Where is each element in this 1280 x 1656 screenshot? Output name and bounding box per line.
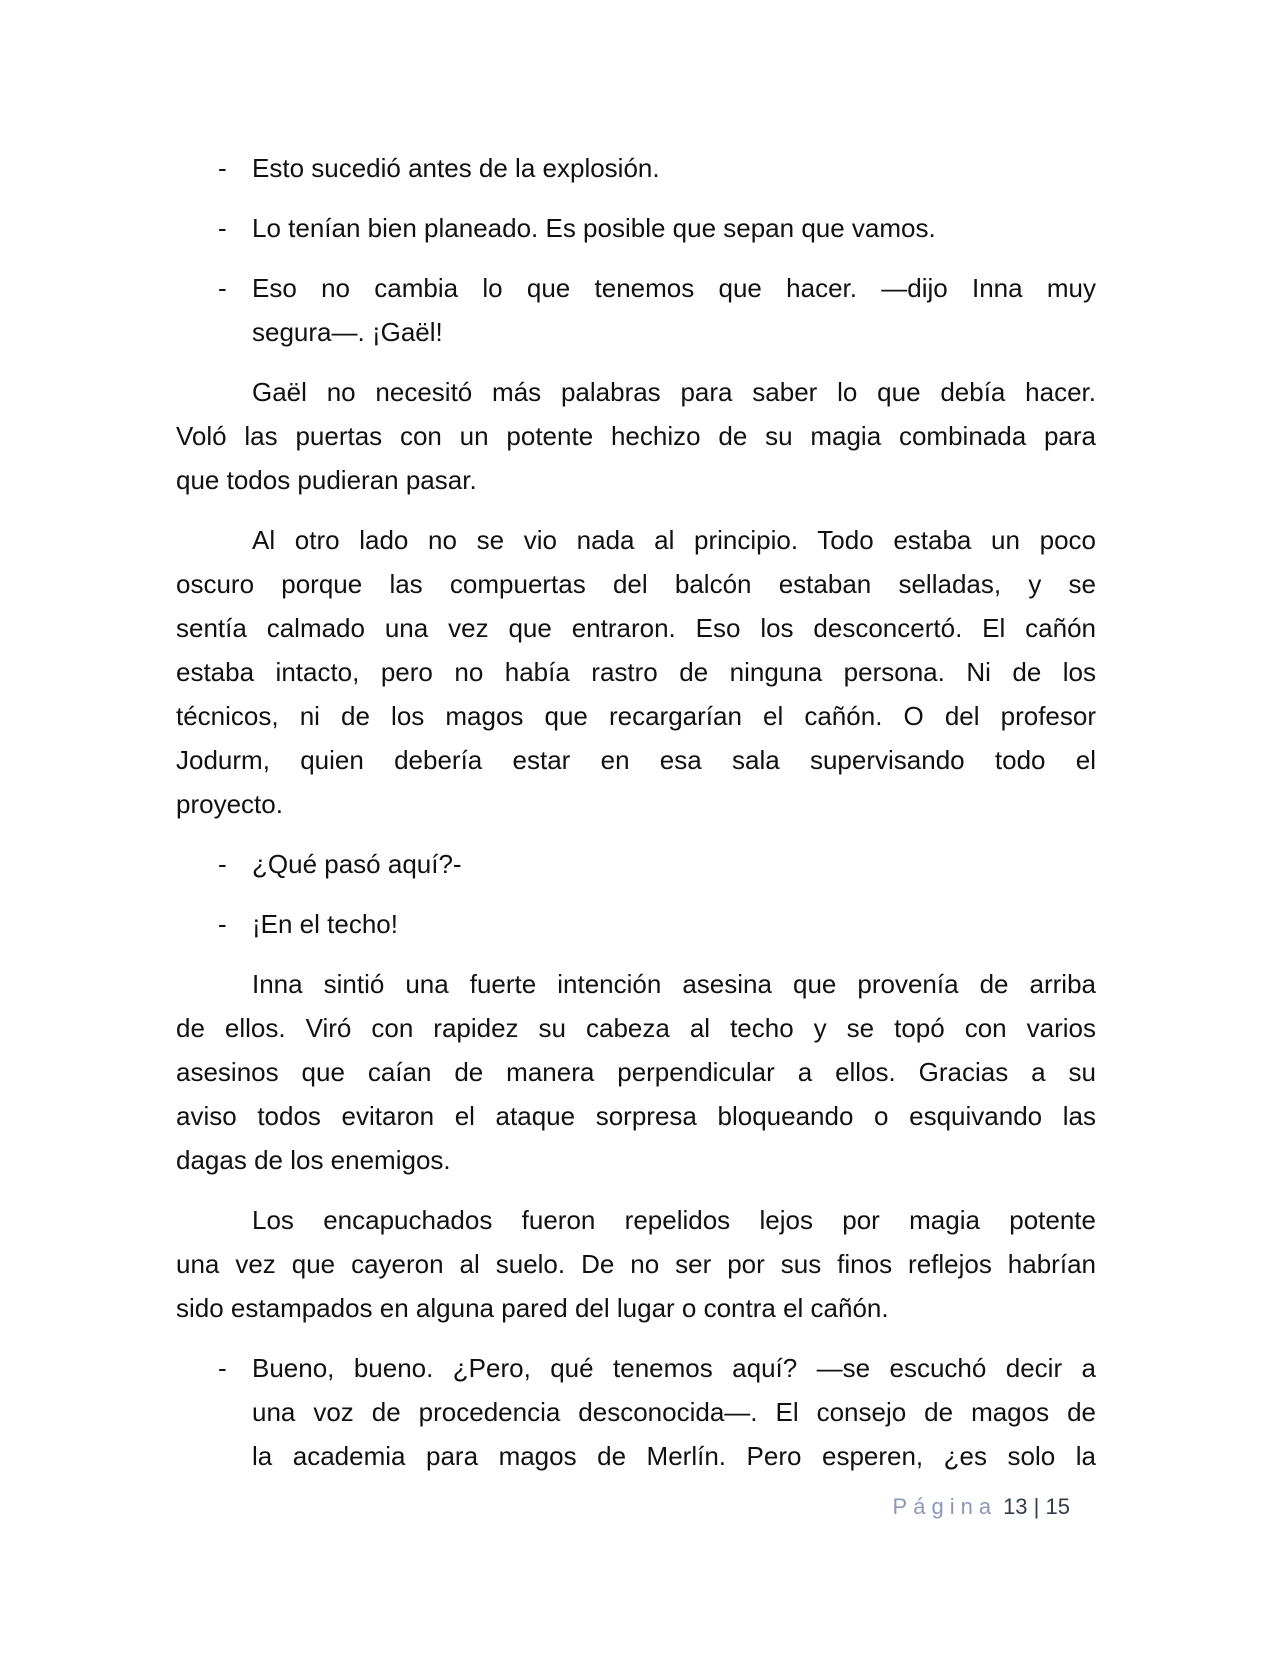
text-line: asesinos que caían de manera perpendicular a ellos. Gracias a su [176,1057,1096,1087]
text-line: sido estampados en alguna pared del lugar o contra el cañón. [176,1293,889,1323]
text-line: ¡En el techo! [252,909,398,939]
text-line: Voló las puertas con un potente hechizo de su magia combinada para [176,421,1096,451]
text-line: técnicos, ni de los magos que recargarían el cañón. O del profesor [176,701,1096,731]
text-line: Bueno, bueno. ¿Pero, qué tenemos aquí? —se escuchó decir a [252,1353,1096,1383]
text-line: Eso no cambia lo que tenemos que hacer. —dijo Inna muy [252,273,1096,303]
text-line: ¿Qué pasó aquí?- [252,849,462,879]
text-line: segura—. ¡Gaël! [252,317,443,347]
dialogue-dash: - [218,213,227,243]
dialogue-line [176,206,1096,250]
text-line: Gaël no necesitó más palabras para saber lo que debía hacer. [252,377,1096,407]
page-footer [860,1492,1070,1522]
dialogue-line [176,266,1096,354]
text-line: una vez que cayeron al suelo. De no ser por sus finos reflejos habrían [176,1249,1096,1279]
dialogue-line [176,902,1096,946]
text-line: Los encapuchados fueron repelidos lejos por magia potente [252,1205,1096,1235]
text-line: dagas de los enemigos. [176,1145,451,1175]
text-line: proyecto. [176,789,283,819]
current-page: 13 [1003,1494,1028,1519]
dialogue-dash: - [218,849,227,879]
text-line: Al otro lado no se vio nada al principio. Todo estaba un poco [252,525,1096,555]
total-pages: 15 [1045,1494,1070,1519]
text-line: la academia para magos de Merlín. Pero esperen, ¿es solo la [252,1441,1096,1471]
dialogue-dash: - [218,273,227,303]
text-line: Inna sintió una fuerte intención asesina que provenía de arriba [252,969,1096,999]
text-line: sentía calmado una vez que entraron. Eso los desconcertó. El cañón [176,613,1096,643]
paragraph [176,1198,1096,1330]
text-line: aviso todos evitaron el ataque sorpresa bloqueando o esquivando las [176,1101,1096,1131]
page-label: Página [892,1494,998,1519]
dialogue-line [176,1346,1096,1478]
page-separator: | [1033,1494,1040,1519]
dialogue-dash: - [218,1353,227,1383]
dialogue-dash: - [218,153,227,183]
text-line: Esto sucedió antes de la explosión. [252,153,660,183]
text-line: de ellos. Viró con rapidez su cabeza al techo y se topó con varios [176,1013,1096,1043]
document-body [176,146,1096,1494]
paragraph [176,370,1096,502]
text-line: oscuro porque las compuertas del balcón estaban selladas, y se [176,569,1096,599]
dialogue-dash: - [218,909,227,939]
dialogue-line [176,146,1096,190]
text-line: Lo tenían bien planeado. Es posible que sepan que vamos. [252,213,936,243]
text-line: estaba intacto, pero no había rastro de ninguna persona. Ni de los [176,657,1096,687]
paragraph [176,518,1096,826]
paragraph [176,962,1096,1182]
text-line: una voz de procedencia desconocida—. El consejo de magos de [252,1397,1096,1427]
text-line: que todos pudieran pasar. [176,465,477,495]
text-line: Jodurm, quien debería estar en esa sala supervisando todo el [176,745,1096,775]
dialogue-line [176,842,1096,886]
